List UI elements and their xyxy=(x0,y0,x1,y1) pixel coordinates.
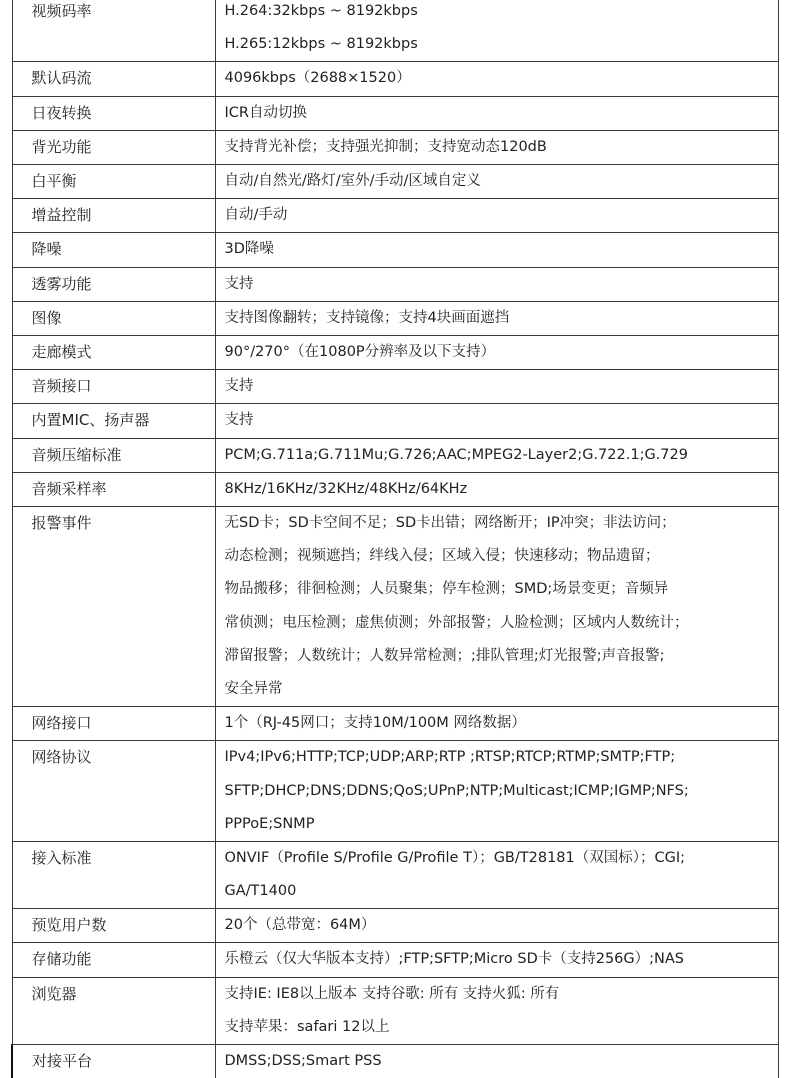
spec-value-line: IPv4;IPv6;HTTP;TCP;UDP;ARP;RTP ;RTSP;RTCP;RTMP;SMTP;FTP; xyxy=(224,749,676,766)
spec-value-line: 支持 xyxy=(224,378,254,395)
spec-row xyxy=(12,977,779,1044)
spec-row xyxy=(12,472,779,506)
spec-row xyxy=(12,943,779,977)
spec-row xyxy=(12,96,779,130)
spec-value-line: PCM;G.711a;G.711Mu;G.726;AAC;MPEG2-Layer2;G.722.1;G.729 xyxy=(224,446,688,463)
spec-value xyxy=(215,438,779,472)
spec-value-line: H.264:32kbps ~ 8192kbps xyxy=(224,3,418,19)
spec-label: 对接平台 xyxy=(12,1045,215,1078)
spec-row xyxy=(12,909,779,943)
spec-value-line: H.265:12kbps ~ 8192kbps xyxy=(224,36,418,53)
spec-value-line: 物品搬移；徘徊检测；人员聚集；停车检测；SMD;场景变更；音频异 xyxy=(224,581,669,598)
spec-value xyxy=(215,1045,779,1078)
spec-value-line: 20个（总带宽：64M） xyxy=(224,917,376,934)
spec-value xyxy=(215,741,779,842)
spec-value-line: 3D降噪 xyxy=(224,241,274,258)
spec-label: 内置MIC、扬声器 xyxy=(12,404,215,438)
spec-label: 白平衡 xyxy=(12,164,215,198)
spec-value xyxy=(215,96,779,130)
spec-value xyxy=(215,199,779,233)
spec-value-line: 常侦测；电压检测；虚焦侦测；外部报警；人脸检测；区域内人数统计； xyxy=(224,614,689,631)
spec-value-line: 自动/自然光/路灯/室外/手动/区域自定义 xyxy=(224,172,481,189)
spec-label: 增益控制 xyxy=(12,199,215,233)
spec-value-line: ONVIF（Profile S/Profile G/Profile T）；GB/T28181（双国标）；CGI; xyxy=(224,849,686,866)
spec-value xyxy=(215,943,779,977)
spec-value-line: 支持 xyxy=(224,275,254,292)
spec-value-line: 支持图像翻转；支持镜像；支持4块画面遮挡 xyxy=(224,309,510,326)
spec-value-line: 无SD卡；SD卡空间不足；SD卡出错；网络断开；IP冲突；非法访问； xyxy=(224,515,676,532)
spec-value xyxy=(215,977,779,1044)
spec-label: 默认码流 xyxy=(12,62,215,96)
spec-value xyxy=(215,472,779,506)
spec-row xyxy=(12,62,779,96)
spec-row xyxy=(12,404,779,438)
spec-value xyxy=(215,130,779,164)
spec-label: 透雾功能 xyxy=(12,267,215,301)
spec-value xyxy=(215,267,779,301)
spec-value-line: 支持背光补偿；支持强光抑制；支持宽动态120dB xyxy=(224,138,547,155)
spec-value xyxy=(215,909,779,943)
spec-value xyxy=(215,841,779,908)
spec-label: 音频接口 xyxy=(12,370,215,404)
spec-label: 网络接口 xyxy=(12,707,215,741)
spec-value xyxy=(215,233,779,267)
spec-value-line: ICR自动切换 xyxy=(224,104,307,121)
spec-value-line: 1个（RJ-45网口；支持10M/100M 网络数据） xyxy=(224,715,526,732)
spec-value xyxy=(215,404,779,438)
spec-label: 浏览器 xyxy=(12,977,215,1044)
spec-label: 接入标准 xyxy=(12,841,215,908)
spec-row xyxy=(12,1045,779,1078)
spec-label: 音频采样率 xyxy=(12,472,215,506)
spec-label: 存储功能 xyxy=(12,943,215,977)
spec-table-body xyxy=(12,0,779,1078)
spec-row xyxy=(12,130,779,164)
spec-value xyxy=(215,164,779,198)
spec-row xyxy=(12,741,779,842)
spec-value-line: 自动/手动 xyxy=(224,207,288,224)
spec-value-line: 90°/270°（在1080P分辨率及以下支持） xyxy=(224,344,496,360)
spec-value-line: 动态检测；视频遮挡；绊线入侵；区域入侵；快速移动；物品遗留； xyxy=(224,548,660,565)
spec-row xyxy=(12,841,779,908)
spec-row xyxy=(12,707,779,741)
spec-value-line: 8KHz/16KHz/32KHz/48KHz/64KHz xyxy=(224,480,468,497)
spec-value-line: 支持苹果：safari 12以上 xyxy=(224,1018,390,1035)
spec-value-line: GA/T1400 xyxy=(224,883,297,900)
spec-label: 报警事件 xyxy=(12,507,215,707)
spec-row xyxy=(12,370,779,404)
spec-value-line: 4096kbps（2688×1520） xyxy=(224,70,411,87)
spec-row xyxy=(12,301,779,335)
spec-row xyxy=(12,164,779,198)
spec-row xyxy=(12,438,779,472)
spec-label: 背光功能 xyxy=(12,130,215,164)
spec-value-line: 支持 xyxy=(224,412,254,429)
spec-value xyxy=(215,301,779,335)
spec-value xyxy=(215,707,779,741)
spec-value xyxy=(215,336,779,370)
spec-label: 走廊模式 xyxy=(12,336,215,370)
spec-value xyxy=(215,370,779,404)
spec-value xyxy=(215,62,779,96)
spec-label: 网络协议 xyxy=(12,741,215,842)
spec-value-line: 支持IE: IE8以上版本 支持谷歌: 所有 支持火狐: 所有 xyxy=(224,985,560,1002)
spec-value xyxy=(215,507,779,707)
spec-label: 图像 xyxy=(12,301,215,335)
spec-row xyxy=(12,267,779,301)
spec-row xyxy=(12,199,779,233)
spec-row xyxy=(12,336,779,370)
spec-value-line: 乐橙云（仅大华版本支持）;FTP;SFTP;Micro SD卡（支持256G）;NAS xyxy=(224,951,685,968)
spec-value-line: 滞留报警；人数统计；人数异常检测；;排队管理;灯光报警;声音报警; xyxy=(224,647,665,664)
spec-label: 预览用户数 xyxy=(12,909,215,943)
spec-value-line: SFTP;DHCP;DNS;DDNS;QoS;UPnP;NTP;Multicast;ICMP;IGMP;NFS; xyxy=(224,782,689,799)
spec-row xyxy=(12,507,779,707)
spec-label: 视频码率 xyxy=(12,0,215,62)
spec-label: 日夜转换 xyxy=(12,96,215,130)
spec-row xyxy=(12,0,779,62)
spec-value-line: 安全异常 xyxy=(224,680,283,697)
spec-label: 音频压缩标准 xyxy=(12,438,215,472)
spec-value-line: DMSS;DSS;Smart PSS xyxy=(224,1053,382,1070)
spec-value xyxy=(215,0,779,62)
spec-value-line: PPPoE;SNMP xyxy=(224,815,315,832)
spec-row xyxy=(12,233,779,267)
spec-label: 降噪 xyxy=(12,233,215,267)
spec-table xyxy=(11,0,779,1078)
